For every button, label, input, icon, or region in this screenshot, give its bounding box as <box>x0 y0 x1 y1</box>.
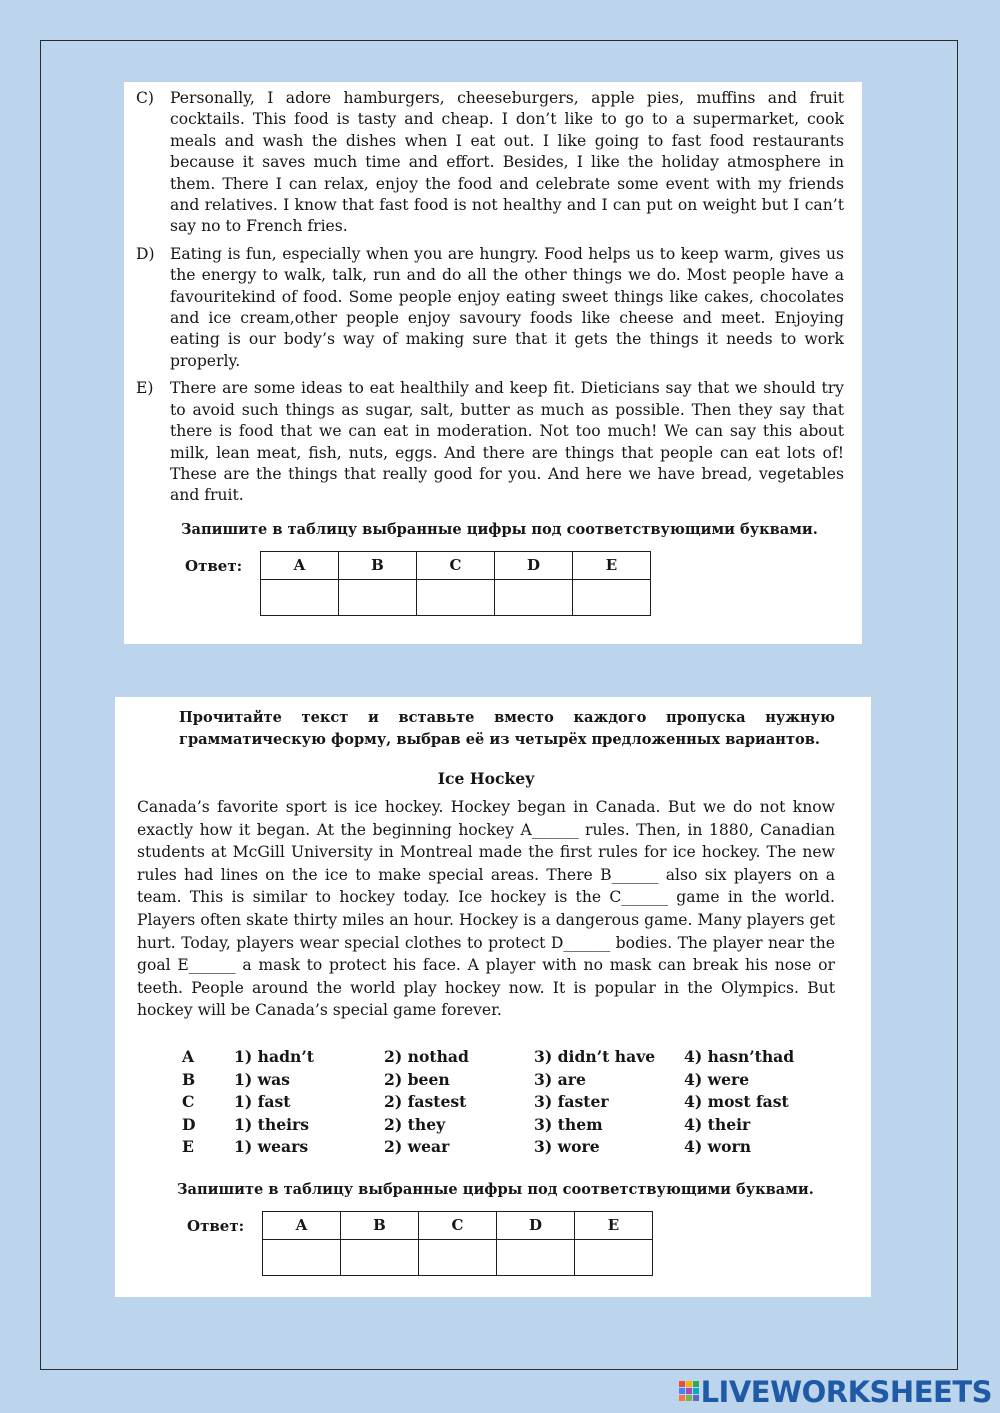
option-choice[interactable]: 3) didn’t have <box>534 1046 656 1066</box>
option-choice[interactable]: 3) are <box>534 1069 586 1089</box>
answer-cell-a[interactable] <box>261 579 339 615</box>
option-choice[interactable]: 4) worn <box>684 1137 752 1157</box>
answer-header-c: C <box>417 551 495 579</box>
answer-header-a: A <box>263 1211 341 1239</box>
answer-header-e: E <box>573 551 651 579</box>
option-letter: A <box>182 1046 195 1066</box>
brand-text: LIVEWORKSHEETS <box>700 1375 992 1409</box>
option-choice[interactable]: 1) fast <box>234 1092 291 1112</box>
option-letter: C <box>182 1092 195 1112</box>
answer-cell-b[interactable] <box>339 579 417 615</box>
option-choice[interactable]: 4) their <box>684 1114 751 1134</box>
paragraph-text: There are some ideas to eat healthily and keep fit. Dieticians say that we should try to avoid such things as sugar, salt, butter as much as possible. Then they say that there is food that we can eat in moderation. Not too much! We can say this about milk, lean meat, fish, nuts, eggs. And there are things that people can eat lots of! These are the things that really good for you. And here we have bread, vegetables and fruit. <box>170 379 844 505</box>
answer-header-d: D <box>497 1211 575 1239</box>
answer-cell-e[interactable] <box>573 579 651 615</box>
option-row-a <box>182 1046 835 1069</box>
answer-label: Ответ: <box>187 1216 245 1235</box>
answer-header-b: B <box>341 1211 419 1239</box>
answer-block <box>136 551 844 616</box>
brand-watermark <box>679 1374 992 1410</box>
answer-table <box>262 1211 653 1276</box>
answer-cell-a[interactable] <box>263 1239 341 1275</box>
option-row-e <box>182 1136 835 1159</box>
option-choice[interactable]: 3) them <box>534 1114 603 1134</box>
option-choice[interactable]: 2) fastest <box>384 1092 467 1112</box>
answer-cell-d[interactable] <box>497 1239 575 1275</box>
paragraph-text: Personally, I adore hamburgers, cheeseburgers, apple pies, muffins and fruit cocktails. This food is tasty and cheap. I don’t like to go to a supermarket, cook meals and wash the dishes when I eat out. I like going to fast food restaurants because it saves much time and effort. Besides, I like the holiday atmosphere in them. There I can relax, enjoy the food and celebrate some event with my friends and relatives. I know that fast food is not healthy and I can put on weight but I can’t say no to French fries. <box>170 89 844 236</box>
answer-instruction: Запишите в таблицу выбранные цифры под соответствующими буквами. <box>177 1180 814 1198</box>
reading-section-card <box>124 82 862 644</box>
option-choice[interactable]: 4) most fast <box>684 1092 789 1112</box>
task-instruction: Прочитайте текст и вставьте вместо каждого пропуска нужную грамматическую форму, выбрав её из четырёх предложенных вариантов. <box>179 709 835 748</box>
answer-table <box>260 551 651 616</box>
brand-logo-icon <box>679 1378 699 1406</box>
option-letter: E <box>182 1137 194 1157</box>
option-choice[interactable]: 1) theirs <box>234 1114 310 1134</box>
paragraph-label: C) <box>136 89 155 107</box>
answer-header-c: C <box>419 1211 497 1239</box>
answer-cell-c[interactable] <box>419 1239 497 1275</box>
option-choice[interactable]: 1) wears <box>234 1137 309 1157</box>
option-letter: B <box>182 1069 196 1089</box>
option-row-b <box>182 1069 835 1092</box>
paragraph-label: D) <box>136 244 155 263</box>
option-choice[interactable]: 4) were <box>684 1069 750 1089</box>
option-choice[interactable]: 2) they <box>384 1114 446 1134</box>
option-choice[interactable]: 2) nothad <box>384 1046 469 1066</box>
grammar-section-card <box>115 697 871 1297</box>
answer-header-e: E <box>575 1211 653 1239</box>
answer-header-a: A <box>261 551 339 579</box>
option-letter: D <box>182 1114 196 1134</box>
option-choice[interactable]: 2) been <box>384 1069 450 1089</box>
answer-header-d: D <box>495 551 573 579</box>
option-choice[interactable]: 3) faster <box>534 1092 609 1112</box>
paragraph-text: Eating is fun, especially when you are hungry. Food helps us to keep warm, gives us the energy to walk, talk, run and do all the other things we do. Most people have a favouritekind of food. Some people enjoy eating sweet things like cakes, chocolates and ice cream,other people enjoy savoury foods like cheese and meet. Enjoying eating is our body’s way of making sure that it gets the things it needs to work properly. <box>170 244 844 370</box>
paragraph-e <box>136 378 844 506</box>
option-choice[interactable]: 4) hasn’thad <box>684 1046 795 1066</box>
option-row-c <box>182 1091 835 1114</box>
option-choice[interactable]: 1) was <box>234 1069 290 1089</box>
option-choice[interactable]: 3) wore <box>534 1137 600 1157</box>
answer-cell-b[interactable] <box>341 1239 419 1275</box>
answer-header-b: B <box>339 551 417 579</box>
option-choice[interactable]: 1) hadn’t <box>234 1046 314 1066</box>
paragraph-d <box>136 244 844 372</box>
answer-instruction: Запишите в таблицу выбранные цифры под соответствующими буквами. <box>181 520 818 538</box>
text-title: Ice Hockey <box>437 769 535 788</box>
paragraph-c <box>136 88 844 238</box>
options-list <box>182 1046 835 1159</box>
answer-cell-c[interactable] <box>417 579 495 615</box>
answer-cell-d[interactable] <box>495 579 573 615</box>
option-row-d <box>182 1114 835 1137</box>
paragraph-label: E) <box>136 379 154 398</box>
answer-label: Ответ: <box>185 556 243 575</box>
answer-block <box>137 1211 835 1276</box>
option-choice[interactable]: 2) wear <box>384 1137 450 1157</box>
answer-cell-e[interactable] <box>575 1239 653 1275</box>
story-text: Canada’s favorite sport is ice hockey. Hockey began in Canada. But we do not know exactly how it began. At the beginning hockey A______ rules. Then, in 1880, Canadian students at McGill University in Montreal made the first rules for ice hockey. The new rules had lines on the ice to make special areas. There B______ also six players on a team. This is similar to hockey today. Ice hockey is the C______ game in the world. Players often skate thirty miles an hour. Hockey is a dangerous game. Many players get hurt. Today, players wear special clothes to protect D______ bodies. The player near the goal E______ a mask to protect his face. A player with no mask can break his nose or teeth. People around the world play hockey now. It is popular in the Olympics. But hockey will be Canada’s special game forever. <box>137 798 835 1020</box>
